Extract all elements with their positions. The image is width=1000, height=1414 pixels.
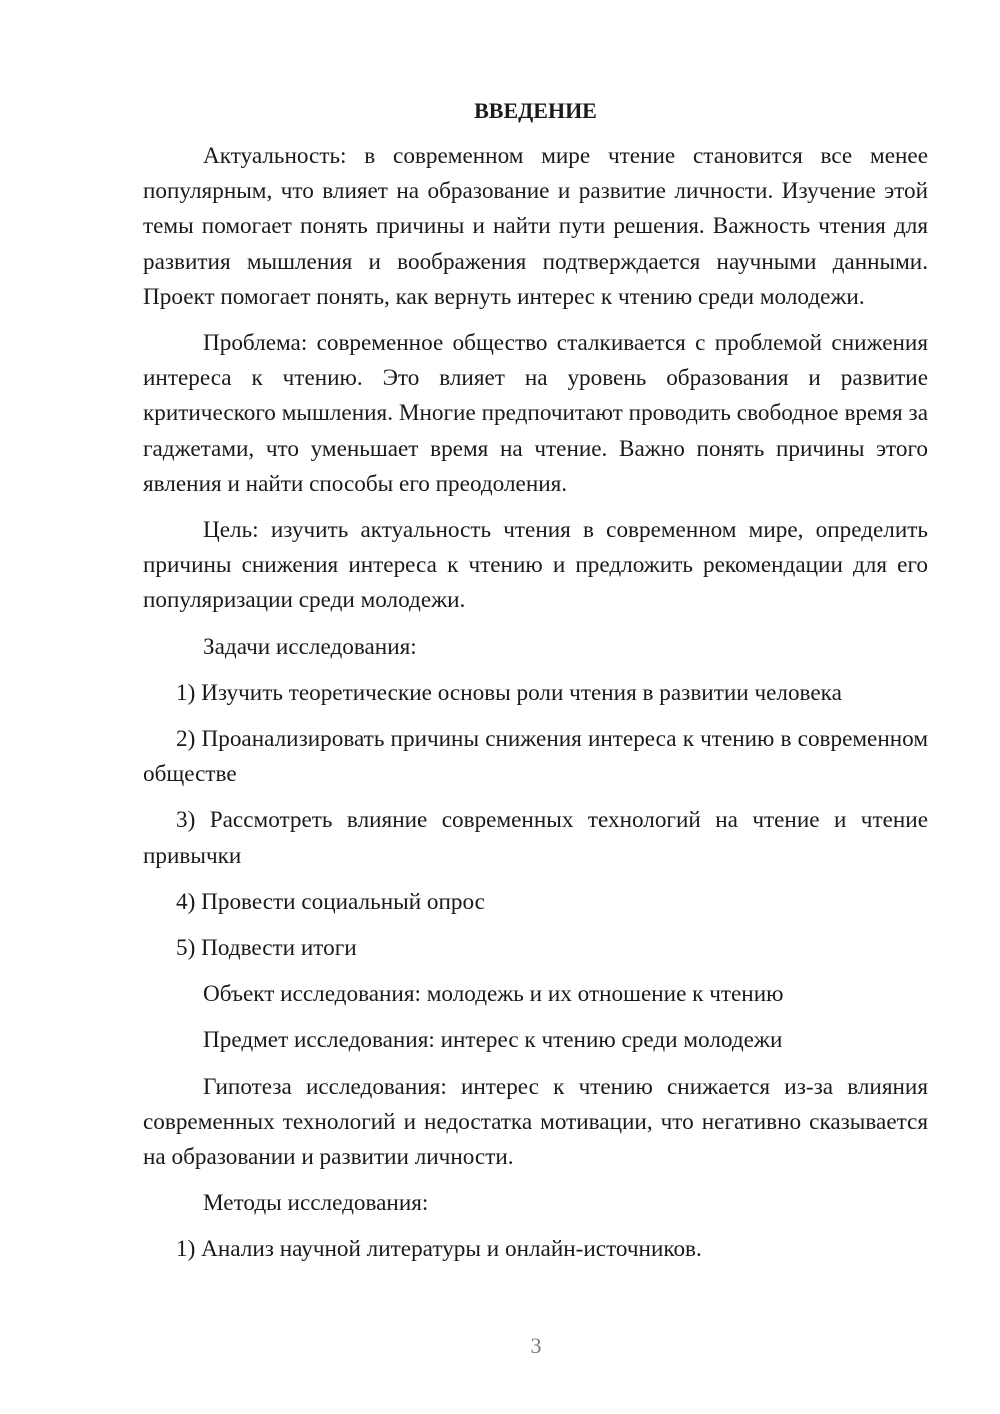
page-number: 3	[530, 1333, 542, 1358]
task-item: 2) Проанализировать причины снижения интереса к чтению в современном обществе	[143, 726, 928, 788]
research-object: Объект исследования: молодежь и их отношение к чтению	[203, 981, 784, 1008]
goal-paragraph: Цель: изучить актуальность чтения в современном мире, определить причины снижения интереса к чтению и предложить рекомендации для его популяризации среди молодежи.	[143, 517, 928, 614]
research-subject: Предмет исследования: интерес к чтению среди молодежи	[203, 1027, 783, 1054]
method-item: 1) Анализ научной литературы и онлайн-источников.	[176, 1236, 702, 1263]
task-item: 4) Провести социальный опрос	[176, 888, 485, 915]
research-hypothesis: Гипотеза исследования: интерес к чтению снижается из-за влияния современных технологий и недостатка мотивации, что негативно сказывается на образовании и развитии личности.	[143, 1073, 928, 1171]
section-title: ВВЕДЕНИЕ	[474, 98, 597, 123]
problem-paragraph: Проблема: современное общество сталкивается с проблемой снижения интереса к чтению. Это влияет на уровень образования и развитие критического мышления. Многие предпочитают проводить свободное время за гаджетами, что уменьшает время на чтение. Важно понять причины этого явления и найти способы его преодоления.	[143, 330, 928, 497]
methods-heading: Методы исследования:	[203, 1190, 429, 1217]
page-content	[143, 94, 928, 1279]
task-item: 5) Подвести итоги	[176, 935, 357, 962]
relevance-paragraph: Актуальность: в современном мире чтение становится все менее популярным, что влияет на образование и развитие личности. Изучение этой темы помогает понять причины и найти пути решения. Важность чтения для развития мышления и воображения подтверждается научными данными. Проект помогает понять, как вернуть интерес к чтению среди молодежи.	[143, 143, 928, 310]
task-item: 1) Изучить теоретические основы роли чтения в развитии человека	[176, 679, 842, 706]
tasks-heading: Задачи исследования:	[203, 633, 417, 660]
task-item: 3) Рассмотреть влияние современных технологий на чтение и чтение привычки	[143, 807, 928, 869]
